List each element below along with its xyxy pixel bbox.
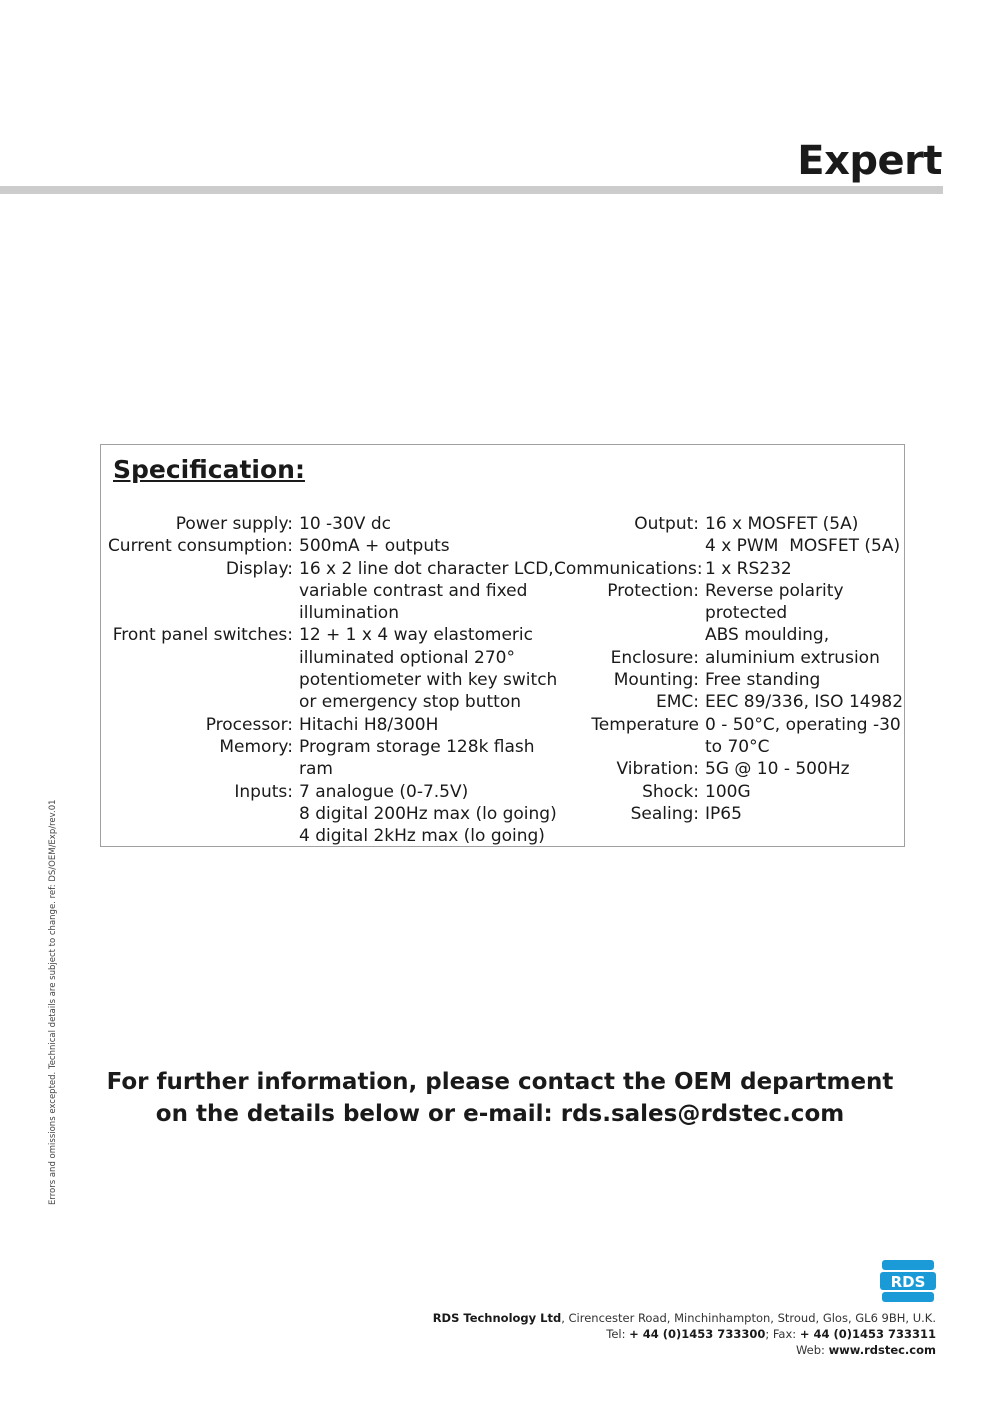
spec-value: protected [705, 603, 788, 624]
document-title: Expert [797, 138, 942, 184]
spec-value: 1 x RS232 [705, 558, 792, 579]
spec-label: Front panel switches: [112, 625, 293, 646]
spec-value: ABS moulding, [705, 625, 830, 646]
spec-label: Mounting: [613, 670, 699, 691]
rds-logo [880, 1258, 936, 1304]
spec-value: Reverse polarity [705, 580, 844, 601]
spec-row [101, 602, 551, 624]
spec-row [554, 803, 904, 825]
spec-row [101, 736, 551, 758]
spec-value: 4 digital 2kHz max (lo going) [299, 826, 545, 847]
spec-column-right [554, 513, 904, 825]
contact-line-1: For further information, please contact the OEM department [106, 1069, 894, 1095]
spec-row [554, 714, 904, 736]
spec-value: 0 - 50°C, operating -30 [705, 714, 901, 735]
spec-row [554, 669, 904, 691]
spec-row [101, 624, 551, 646]
spec-value: 100G [705, 781, 751, 802]
specification-box [100, 444, 905, 847]
spec-value: EEC 89/336, ISO 14982 [705, 692, 904, 713]
tel-number: + 44 (0)1453 733300 [629, 1327, 766, 1341]
spec-row [554, 558, 904, 580]
spec-row [554, 736, 904, 758]
spec-value: 7 analogue (0-7.5V) [299, 781, 469, 802]
logo-top-bar [882, 1260, 934, 1270]
spec-row [554, 624, 904, 646]
spec-label: Power supply: [175, 514, 293, 534]
spec-value: 4 x PWM MOSFET (5A) [705, 536, 901, 557]
spec-row [101, 580, 551, 602]
spec-value: ram [299, 759, 333, 780]
spec-label [101, 647, 293, 669]
spec-label: Protection: [607, 580, 699, 601]
spec-value: Free standing [705, 670, 821, 691]
spec-label [554, 535, 699, 557]
contact-line-2: on the details below or e-mail: rds.sales@rdstec.com [155, 1101, 845, 1127]
spec-row [101, 691, 551, 713]
footer-web-line [433, 1342, 936, 1358]
spec-label: Display: [225, 558, 293, 579]
spec-label: Current consumption: [107, 536, 293, 557]
spec-row [101, 825, 551, 847]
logo-bottom-bar [882, 1292, 934, 1302]
spec-label: Memory: [219, 736, 293, 757]
fax-number: + 44 (0)1453 733311 [799, 1327, 936, 1341]
spec-label: Shock: [642, 781, 699, 802]
spec-value: variable contrast and fixed [299, 580, 528, 601]
spec-value: 8 digital 200Hz max (lo going) [299, 803, 557, 824]
spec-value: 16 x MOSFET (5A) [705, 514, 859, 534]
spec-label: Inputs: [234, 781, 293, 802]
specification-heading: Specification: [113, 455, 305, 484]
spec-value: or emergency stop button [299, 692, 521, 713]
web-address[interactable]: www.rdstec.com [828, 1343, 936, 1357]
spec-row [554, 602, 904, 624]
spec-column-left [101, 513, 558, 847]
spec-value: IP65 [705, 803, 742, 824]
spec-label: Output: [634, 514, 699, 534]
spec-row [554, 691, 904, 713]
spec-row [101, 558, 554, 580]
company-address: , Cirencester Road, Minchinhampton, Stroud, Glos, GL6 9BH, U.K. [561, 1311, 936, 1325]
spec-label [554, 624, 699, 646]
spec-label: Sealing: [630, 803, 699, 824]
spec-label: Temperature [591, 714, 699, 735]
spec-label [101, 580, 293, 602]
spec-row [101, 803, 557, 825]
web-label: Web: [795, 1343, 829, 1357]
spec-label: Enclosure: [610, 647, 699, 668]
spec-value: to 70°C [705, 736, 770, 757]
contact-message [0, 1066, 1000, 1130]
company-footer [433, 1310, 936, 1358]
spec-value: Program storage 128k flash [299, 736, 535, 757]
fax-label: ; Fax: [765, 1327, 800, 1341]
spec-value: illumination [299, 603, 399, 624]
spec-value: 5G @ 10 - 500Hz [705, 759, 850, 780]
spec-label [554, 602, 699, 624]
logo-text: RDS [890, 1273, 926, 1291]
spec-row [101, 758, 551, 780]
footer-phone-line [433, 1326, 936, 1342]
spec-label [101, 602, 293, 624]
spec-row [554, 535, 904, 557]
spec-value: 10 -30V dc [299, 514, 391, 534]
spec-row [101, 781, 551, 803]
spec-row [101, 647, 551, 669]
spec-value: 12 + 1 x 4 way elastomeric [299, 625, 533, 646]
spec-label: EMC: [655, 692, 699, 713]
spec-value: 500mA + outputs [299, 536, 450, 557]
spec-label: Processor: [205, 714, 293, 735]
spec-row [101, 669, 558, 691]
spec-label: Vibration: [616, 759, 699, 780]
title-rule [0, 186, 943, 194]
spec-label [101, 803, 293, 825]
spec-row [101, 513, 551, 535]
spec-row [554, 781, 904, 803]
spec-label [101, 758, 293, 780]
spec-label [101, 825, 293, 847]
footer-address-line [433, 1310, 936, 1326]
company-name: RDS Technology Ltd [432, 1311, 562, 1325]
spec-row [554, 580, 904, 602]
spec-row [101, 535, 551, 557]
spec-value: illuminated optional 270° [299, 647, 515, 668]
spec-label [101, 669, 293, 691]
spec-label [554, 736, 699, 758]
spec-row [101, 714, 551, 736]
spec-row [554, 758, 904, 780]
spec-row [554, 647, 904, 669]
spec-value: 16 x 2 line dot character LCD, [299, 558, 554, 579]
spec-label [101, 691, 293, 713]
spec-value: aluminium extrusion [705, 647, 880, 668]
spec-value: Hitachi H8/300H [299, 714, 439, 735]
spec-row [554, 513, 904, 535]
spec-label: Communications: [554, 558, 703, 579]
spec-value: potentiometer with key switch [299, 670, 558, 691]
disclaimer-note: Errors and omissions excepted. Technical details are subject to change. ref: DS/OEM/Exp/rev.01 [48, 799, 58, 1205]
tel-label: Tel: [606, 1327, 630, 1341]
